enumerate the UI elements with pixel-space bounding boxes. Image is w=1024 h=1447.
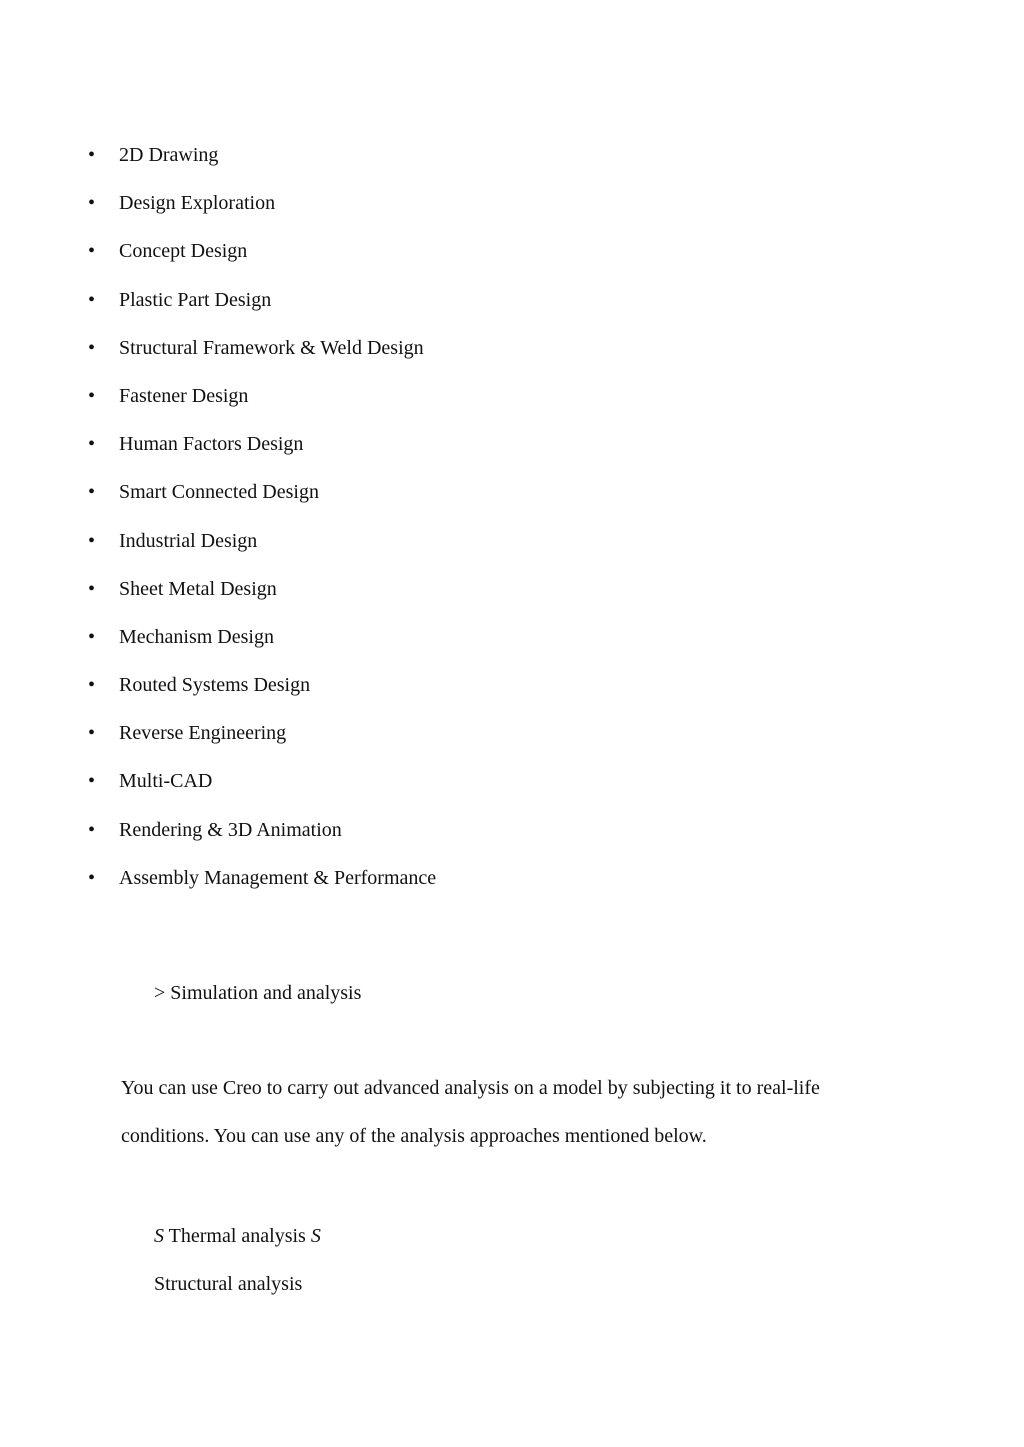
list-item bbox=[88, 141, 436, 189]
list-item-label: Mechanism Design bbox=[119, 625, 274, 648]
list-item-label: Human Factors Design bbox=[119, 433, 304, 456]
list-marker: S bbox=[154, 1225, 164, 1247]
bullet-icon: • bbox=[88, 674, 96, 697]
list-item bbox=[88, 671, 436, 719]
bullet-icon: • bbox=[88, 529, 96, 552]
list-marker: S bbox=[310, 1225, 321, 1247]
list-item bbox=[88, 334, 436, 382]
list-item bbox=[88, 286, 436, 334]
list-item bbox=[88, 189, 436, 237]
list-item-label: Industrial Design bbox=[119, 529, 258, 552]
list-item bbox=[88, 478, 436, 526]
list-item-label: Fastener Design bbox=[119, 384, 249, 407]
bullet-icon: • bbox=[88, 192, 96, 215]
list-item bbox=[88, 382, 436, 430]
paragraph-line: conditions. You can use any of the analysis approaches mentioned below. bbox=[121, 1125, 707, 1147]
bullet-icon: • bbox=[88, 288, 96, 311]
list-item-label: Structural Framework & Weld Design bbox=[119, 336, 424, 359]
list-item-label: Rendering & 3D Animation bbox=[119, 818, 342, 841]
bullet-icon: • bbox=[88, 433, 96, 456]
bullet-icon: • bbox=[88, 384, 96, 407]
list-item-label: Smart Connected Design bbox=[119, 481, 319, 504]
list-item-label: Thermal analysis bbox=[168, 1225, 306, 1247]
body-paragraph bbox=[121, 1074, 901, 1170]
list-item bbox=[88, 719, 436, 767]
list-item-label: Plastic Part Design bbox=[119, 288, 272, 311]
list-item-label: Multi-CAD bbox=[119, 770, 213, 793]
list-item-label: Structural analysis bbox=[154, 1273, 303, 1295]
paragraph-line: You can use Creo to carry out advanced analysis on a model by subjecting it to real-life bbox=[121, 1077, 820, 1099]
list-item bbox=[154, 1270, 321, 1318]
analysis-list bbox=[154, 1222, 321, 1318]
list-item bbox=[88, 527, 436, 575]
bullet-icon: • bbox=[88, 336, 96, 359]
list-item-label: 2D Drawing bbox=[119, 144, 219, 166]
list-item bbox=[88, 816, 436, 864]
bullet-icon: • bbox=[88, 240, 96, 263]
bullet-icon: • bbox=[88, 481, 96, 504]
section-heading: > Simulation and analysis bbox=[154, 982, 362, 1004]
list-item bbox=[88, 864, 436, 912]
bullet-icon: • bbox=[88, 722, 96, 745]
list-item bbox=[88, 623, 436, 671]
list-item bbox=[88, 767, 436, 815]
bullet-icon: • bbox=[88, 577, 96, 600]
bullet-icon: • bbox=[88, 770, 96, 793]
feature-list bbox=[88, 141, 436, 912]
list-item-label: Reverse Engineering bbox=[119, 722, 287, 745]
bullet-icon: • bbox=[88, 866, 96, 889]
list-item-label: Assembly Management & Performance bbox=[119, 866, 437, 889]
list-item bbox=[88, 237, 436, 285]
list-item-label: Routed Systems Design bbox=[119, 674, 311, 697]
bullet-icon: • bbox=[88, 625, 96, 648]
list-item bbox=[88, 575, 436, 623]
list-item-label: Design Exploration bbox=[119, 192, 276, 215]
list-item-label: Sheet Metal Design bbox=[119, 577, 277, 600]
bullet-icon: • bbox=[88, 818, 96, 841]
list-item bbox=[88, 430, 436, 478]
list-item bbox=[154, 1222, 321, 1270]
list-item-label: Concept Design bbox=[119, 240, 248, 263]
bullet-icon: • bbox=[88, 144, 96, 166]
